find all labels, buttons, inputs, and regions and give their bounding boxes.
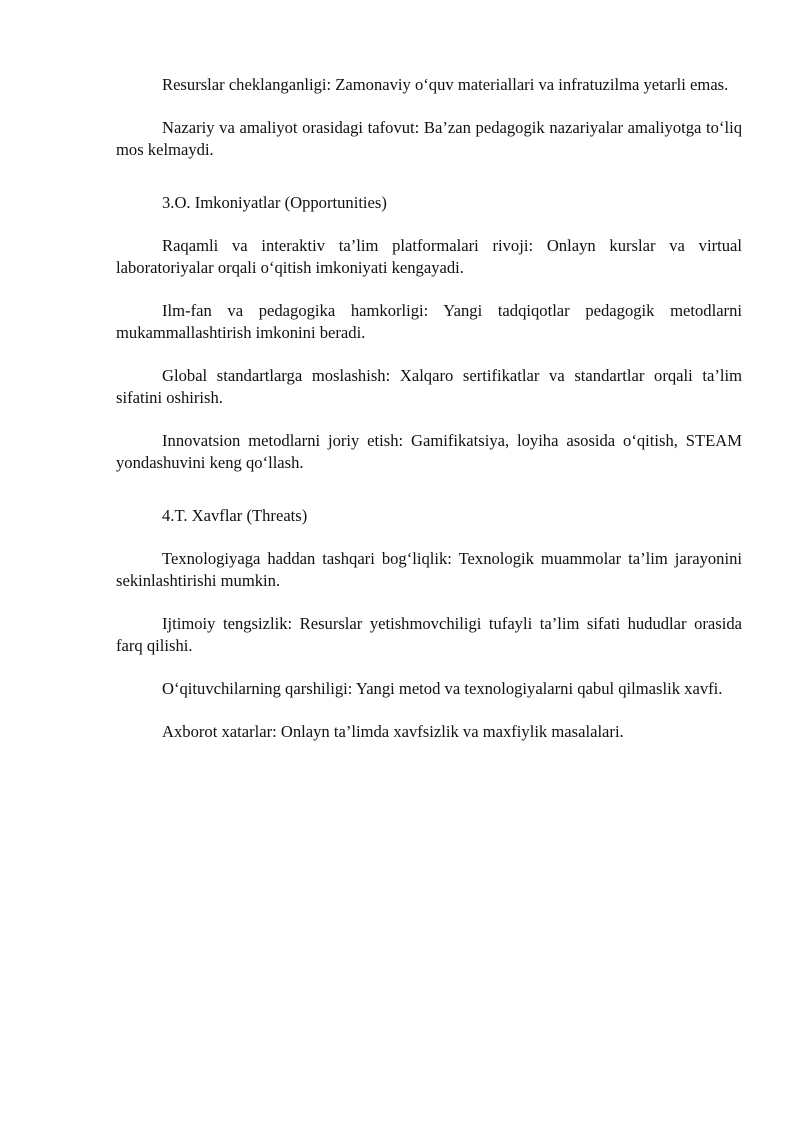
threat-paragraph-teacher-resistance: O‘qituvchilarning qarshiligi: Yangi metod va texnologiyalarni qabul qilmaslik xavfi. — [162, 679, 723, 698]
text-column — [116, 74, 742, 743]
section-heading-opportunities: 3.O. Imkoniyatlar (Opportunities) — [162, 193, 387, 212]
weakness-paragraph-resources: Resurslar cheklanganligi: Zamonaviy o‘quv materiallari va infratuzilma yetarli emas. — [162, 75, 729, 94]
threat-paragraph-technology-dependence: Texnologiyaga haddan tashqari bog‘liqlik: Texnologik muammolar ta’lim jarayonini sekinlashtirishi mumkin. — [116, 549, 742, 590]
section-heading-threats: 4.T. Xavflar (Threats) — [162, 506, 308, 525]
weakness-paragraph-theory-gap: Nazariy va amaliyot orasidagi tafovut: Ba’zan pedagogik nazariyalar amaliyotga to‘liq mos kelmaydi. — [116, 118, 742, 159]
opportunity-paragraph-science-cooperation: Ilm-fan va pedagogika hamkorligi: Yangi tadqiqotlar pedagogik metodlarni mukammallashtirish imkonini beradi. — [116, 301, 742, 342]
opportunity-paragraph-digital-platforms: Raqamli va interaktiv ta’lim platformalari rivoji: Onlayn kurslar va virtual laboratoriyalar orqali o‘qitish imkoniyati kengayadi. — [116, 236, 742, 277]
threat-paragraph-information-risks: Axborot xatarlar: Onlayn ta’limda xavfsizlik va maxfiylik masalalari. — [162, 722, 624, 741]
opportunity-paragraph-innovative-methods: Innovatsion metodlarni joriy etish: Gamifikatsiya, loyiha asosida o‘qitish, STEAM yondashuvini keng qo‘llash. — [116, 431, 742, 472]
threat-paragraph-social-inequality: Ijtimoiy tengsizlik: Resurslar yetishmovchiligi tufayli ta’lim sifati hududlar orasida farq qilishi. — [116, 614, 742, 655]
opportunity-paragraph-global-standards: Global standartlarga moslashish: Xalqaro sertifikatlar va standartlar orqali ta’lim sifatini oshirish. — [116, 366, 742, 407]
